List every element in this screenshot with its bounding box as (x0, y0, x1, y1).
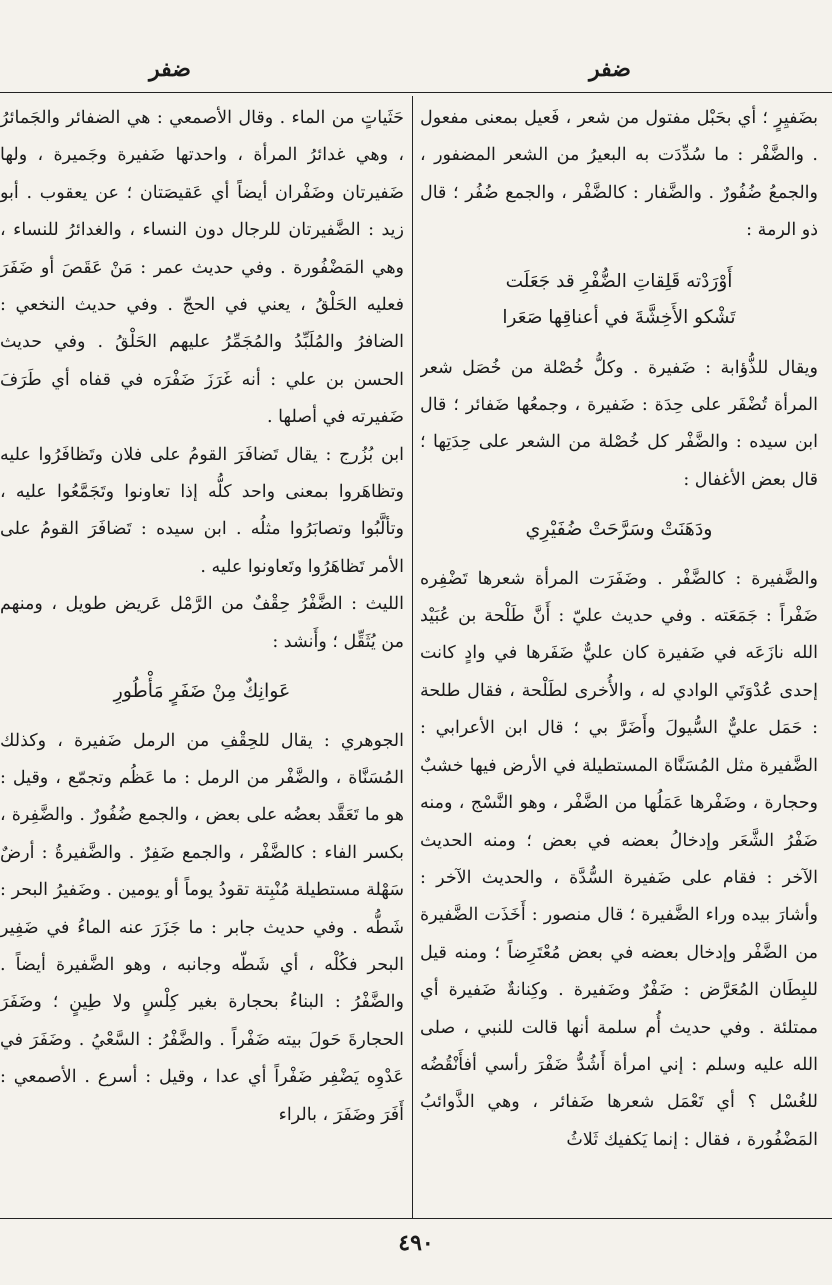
footer-divider (0, 1218, 832, 1219)
right-column (420, 100, 818, 1220)
left-paragraph-2: ابن بُزُرج : يقال تَضافَرَ القومُ على فلان وتَظافَرُوا عليه وتظاهَروا بمعنى واحد كلُّه إذا تعاونوا وتَجَمَّعُوا عليه ، وتألَّبُوا وتصابَرُوا مثلُه . ابن سيده : تَضافَرَ القومُ على الأمر تَظاهَرُوا وتَعاونوا عليه . (0, 444, 404, 577)
page-header (0, 52, 832, 93)
right-paragraph-2: ويقال للذُّؤابة : ضَفيرة . وكلُّ خُصْلة من خُصَل شعر المرأة تُضْفَر على حِدَة : ضَفيرة ، وجمعُها ضَفائر ؛ قال ابن سيده : والضَّفْر كل خُصْلة من الشعر على حِدَتِها ؛ قال بعض الأغفال : (420, 357, 818, 490)
verse-dhu-al-rumma (420, 264, 818, 336)
page-number: ٤٩٠ (398, 1230, 434, 1256)
left-column (0, 100, 404, 1220)
left-paragraph-3: الليث : الضَّفْرُ حِقْفٌ من الرَّمْل عَريض طويل ، ومنهم من يُثَقِّل ؛ وأَنشد : (0, 594, 404, 652)
verse-line-1: أَوْرَدْته قَلِقاتِ الضُّفْرِ قد جَعَلَت (505, 270, 733, 292)
left-paragraph-1: حَثَياتٍ من الماء . وقال الأصمعي : هي الضفائر والجَمائرُ ، وهي غدائرُ المرأة ، واحدتها ضَفيرة وجَميرة ، ولها ضَفيرتان وضَفْران أيضاً أي عَقيصَتان ؛ عن يعقوب . أبو زيد : الضَّفيرتان للرجال دون النساء ، والغدائرُ للنساء ، وهي المَضْفُورة . وفي حديث عمر : مَنْ عَقَصَ أو ضَفَرَ فعليه الحَلْقُ ، يعني في الحجّ . وفي حديث النخعي : الضافرُ والمُلَبِّدُ والمُجَمِّرُ عليهم الحَلْقُ . وفي حديث الحسن بن علي : أنه غَرَزَ ضَفْرَه في قفاه أي طَرَفَ ضَفيرته في أصلها . (0, 108, 404, 428)
right-paragraph-1: بضَفيِرٍ ؛ أي بحَبْل مفتول من شعر ، فَعيل بمعنى مفعول . والضَّفْر : ما سُدِّدَت به البعيرُ من الشعر المضفور ، والجمعُ ضُفُورٌ . والضَّفار : كالضَّفْر ، والجمع ضُفُر ؛ قال ذو الرمة : (420, 108, 818, 241)
left-headword: ضفر (149, 56, 191, 82)
verse-line-2: تَشْكو الأَخِشَّةَ في أعناقِها صَعَرا (502, 306, 736, 328)
column-divider (412, 96, 413, 1218)
left-paragraph-4: الجوهري : يقال للحِقْفِ من الرمل ضَفيرة ، وكذلك المُسَنَّاة ، والضَّفْر من الرمل : ما عَظُم وتجمّع ، وقيل : هو ما تَعَقَّد بعضُه على بعض ، والجمع ضُفُورٌ . والضَّفِرة ، بكسر الفاء : كالضَّفْر ، والجمع ضَفِرٌ . والضَّفيرةُ : أرضٌ سَهْلة مستطيلة مُنْبِتة تقودُ يوماً أو يومين . وضَفيرُ البحر : شَطُّه . وفي حديث جابر : ما جَزَرَ عنه الماءُ في ضَفِير البحر فكُلْه ، أي شَطّه وجانبه ، وهو الضَّفيرة أيضاً . والضَّفْرُ : البناءُ بحجارة بغير كِلْسٍ ولا طِينٍ ؛ وضَفَرَ الحجارةَ حَولَ بيته ضَفْراً . والضَّفْرُ : السَّعْيُ . وضَفَرَ في عَدْوِه يَضْفِر ضَفْراً أي عدا ، وقيل : أسرع . الأصمعي : أَفَرَ وضَفَرَ ، بالراء (0, 730, 404, 1125)
verse-aghfal: ودَهَنَتْ وسَرَّحَتْ ضُفَيْرِي (525, 518, 713, 541)
right-headword: ضفر (589, 56, 631, 82)
right-paragraph-3: والضَّفيرة : كالضَّفْر . وضَفَرَت المرأة شعرها تَضْفِره ضَفْراً : جَمَعَته . وفي حديث عليّ : أَنَّ طَلْحة بن عُبَيْد الله نازَعَه في ضَفيرة كان عليٌّ ضَفَرها في وادٍ كانت إحدى عُدْوَتَي الوادي له ، والأُخرى لطَلْحة ، فقال طلحة : حَمَل عليٌّ السُّيولَ وأَضَرَّ بي ؛ قال ابن الأعرابي : الضَّفيرة مثل المُسَنَّاة المستطيلة في الأرض فيها خشبٌ وحجارة ، وضَفْرها عَمَلُها من الضَّفْر ، وهو النَّسْج ، ومنه ضَفْرُ الشَّعَر وإدخالُ بعضه في بعض ؛ ومنه الحديث الآخر : فقام على ضَفيرة السُّدَّة ، والحديث الآخر : وأشارَ بيده وراء الضَّفيرة ؛ قال منصور : أَخَذَت الضَّفيرة من الضَّفْر وإدخال بعضه في بعض مُعْتَرِضاً ؛ ومنه قيل للبِطَان المُعَرَّض : ضَفْرٌ وضَفيرة . وكِنانةٌ ضَفيرة أي ممتلئة . وفي حديث أُم سلمة أنها قالت للنبي ، صلى الله عليه وسلم : إني امرأة أَشُدُّ ضَفْرَ رأسي أفأَنْقُضُه للغُسْل ؟ أي تَعْمَل شعرها ضَفائر ، وهي الذَّوائبُ المَضْفُورة ، فقال : إنما يَكفيك ثَلاثُ (420, 568, 818, 1150)
verse-awanik: عَوانِكٌ مِنْ ضَفَرٍ مَأْطُورِ (113, 680, 291, 703)
